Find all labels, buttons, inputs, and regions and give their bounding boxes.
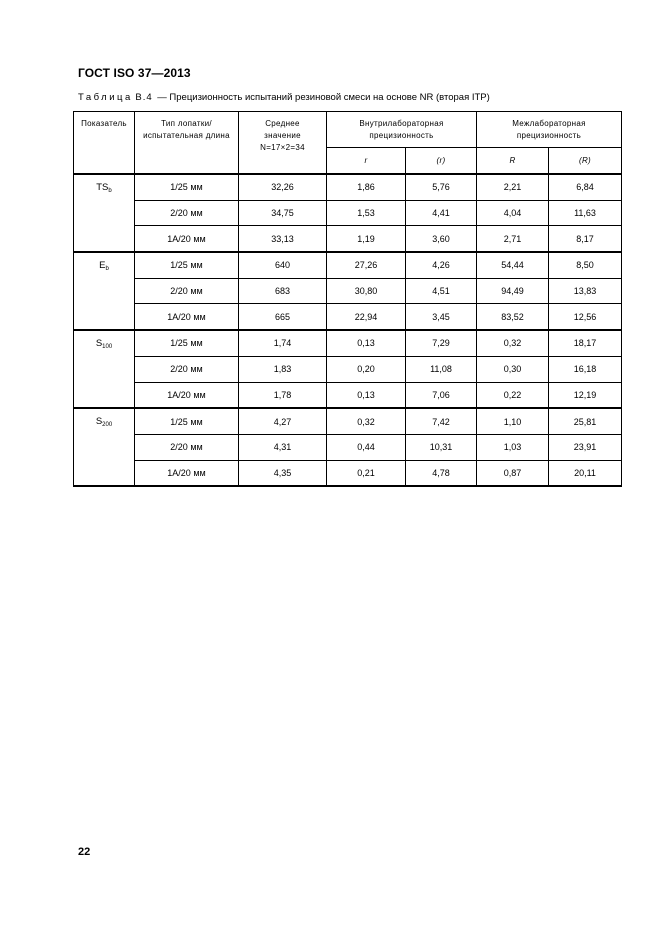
cell-r: 0,13	[327, 382, 406, 408]
cell-type: 1/25 мм	[135, 174, 239, 200]
table-row	[74, 460, 622, 486]
caption-prefix: Таблица	[78, 92, 133, 103]
cell-r: 1,86	[327, 174, 406, 200]
cell-r: 1,53	[327, 200, 406, 226]
cell-mean: 34,75	[239, 200, 327, 226]
table-row	[74, 356, 622, 382]
cell-R-rel: 25,81	[549, 408, 622, 434]
header-r-rel: (r)	[406, 148, 477, 175]
cell-r: 0,32	[327, 408, 406, 434]
cell-r: 0,21	[327, 460, 406, 486]
table-row	[74, 252, 622, 278]
cell-R-rel: 18,17	[549, 330, 622, 356]
cell-R-rel: 12,19	[549, 382, 622, 408]
cell-r: 27,26	[327, 252, 406, 278]
cell-r-rel: 4,51	[406, 278, 477, 304]
cell-mean: 665	[239, 304, 327, 330]
header-mean-line2: значение	[264, 131, 301, 140]
cell-type: 2/20 мм	[135, 356, 239, 382]
indicator-subscript: 100	[102, 344, 113, 351]
header-within: Внутрилабораторная прецизионность	[327, 112, 477, 148]
caption-number: В.4	[135, 92, 153, 103]
indicator-cell	[74, 408, 135, 486]
cell-r-rel: 4,78	[406, 460, 477, 486]
cell-R-rel: 6,84	[549, 174, 622, 200]
table-row	[74, 304, 622, 330]
cell-r-rel: 7,06	[406, 382, 477, 408]
cell-r: 0,13	[327, 330, 406, 356]
cell-r: 0,44	[327, 434, 406, 460]
cell-R: 1,03	[477, 434, 549, 460]
table-body	[74, 174, 622, 486]
cell-r: 22,94	[327, 304, 406, 330]
table-row	[74, 174, 622, 200]
indicator-cell	[74, 252, 135, 330]
cell-mean: 640	[239, 252, 327, 278]
cell-type: 1/25 мм	[135, 252, 239, 278]
cell-r: 1,19	[327, 226, 406, 252]
header-type: Тип лопатки/ испытательная длина	[135, 112, 239, 175]
cell-type: 2/20 мм	[135, 278, 239, 304]
cell-R: 94,49	[477, 278, 549, 304]
table-row	[74, 278, 622, 304]
cell-mean: 1,78	[239, 382, 327, 408]
indicator-subscript: b	[108, 188, 112, 194]
cell-r-rel: 5,76	[406, 174, 477, 200]
cell-R-rel: 8,50	[549, 252, 622, 278]
cell-R-rel: 16,18	[549, 356, 622, 382]
cell-R: 2,71	[477, 226, 549, 252]
header-indicator: Показатель	[74, 112, 135, 175]
table-row	[74, 408, 622, 434]
cell-r-rel: 10,31	[406, 434, 477, 460]
cell-R: 54,44	[477, 252, 549, 278]
table-caption	[78, 92, 490, 103]
cell-mean: 4,35	[239, 460, 327, 486]
indicator-symbol: S	[95, 416, 103, 428]
cell-R: 0,30	[477, 356, 549, 382]
table-row	[74, 226, 622, 252]
cell-mean: 4,31	[239, 434, 327, 460]
header-mean	[239, 112, 327, 175]
cell-r-rel: 3,60	[406, 226, 477, 252]
cell-R: 2,21	[477, 174, 549, 200]
cell-R-rel: 23,91	[549, 434, 622, 460]
table-row	[74, 200, 622, 226]
cell-R: 83,52	[477, 304, 549, 330]
cell-type: 1/25 мм	[135, 330, 239, 356]
indicator-subscript: 200	[102, 422, 113, 429]
cell-R-rel: 12,56	[549, 304, 622, 330]
table-row	[74, 382, 622, 408]
cell-r-rel: 7,42	[406, 408, 477, 434]
cell-R: 1,10	[477, 408, 549, 434]
header-r: r	[327, 148, 406, 175]
cell-type: 2/20 мм	[135, 200, 239, 226]
cell-type: 1А/20 мм	[135, 304, 239, 330]
cell-mean: 683	[239, 278, 327, 304]
header-mean-line1: Среднее	[265, 119, 300, 128]
indicator-cell	[74, 330, 135, 408]
cell-r-rel: 4,41	[406, 200, 477, 226]
cell-type: 1/25 мм	[135, 408, 239, 434]
cell-r: 30,80	[327, 278, 406, 304]
precision-table	[73, 111, 622, 487]
cell-R-rel: 11,63	[549, 200, 622, 226]
indicator-subscript: b	[105, 266, 109, 273]
cell-R-rel: 8,17	[549, 226, 622, 252]
cell-R: 4,04	[477, 200, 549, 226]
indicator-symbol: TS	[96, 182, 109, 193]
cell-r-rel: 3,45	[406, 304, 477, 330]
header-R-rel: (R)	[549, 148, 622, 175]
standard-title: ГОСТ ISO 37—2013	[78, 66, 191, 80]
table-row	[74, 434, 622, 460]
caption-text: — Прецизионность испытаний резиновой смеси на основе NR (вторая ITP)	[157, 92, 490, 103]
cell-mean: 1,83	[239, 356, 327, 382]
cell-mean: 33,13	[239, 226, 327, 252]
indicator-symbol: E	[99, 260, 106, 272]
indicator-symbol: S	[95, 338, 103, 350]
cell-R-rel: 13,83	[549, 278, 622, 304]
cell-r-rel: 4,26	[406, 252, 477, 278]
cell-R: 0,87	[477, 460, 549, 486]
cell-mean: 4,27	[239, 408, 327, 434]
indicator-cell	[74, 174, 135, 252]
cell-R: 0,32	[477, 330, 549, 356]
header-mean-line3: N=17×2=34	[260, 143, 305, 152]
cell-mean: 1,74	[239, 330, 327, 356]
cell-type: 1А/20 мм	[135, 382, 239, 408]
cell-type: 2/20 мм	[135, 434, 239, 460]
table-row	[74, 330, 622, 356]
cell-R-rel: 20,11	[549, 460, 622, 486]
cell-r: 0,20	[327, 356, 406, 382]
cell-r-rel: 7,29	[406, 330, 477, 356]
cell-type: 1А/20 мм	[135, 460, 239, 486]
cell-type: 1А/20 мм	[135, 226, 239, 252]
cell-mean: 32,26	[239, 174, 327, 200]
header-R: R	[477, 148, 549, 175]
page-number: 22	[78, 846, 91, 858]
cell-R: 0,22	[477, 382, 549, 408]
header-between: Межлабораторная прецизионность	[477, 112, 622, 148]
cell-r-rel: 11,08	[406, 356, 477, 382]
